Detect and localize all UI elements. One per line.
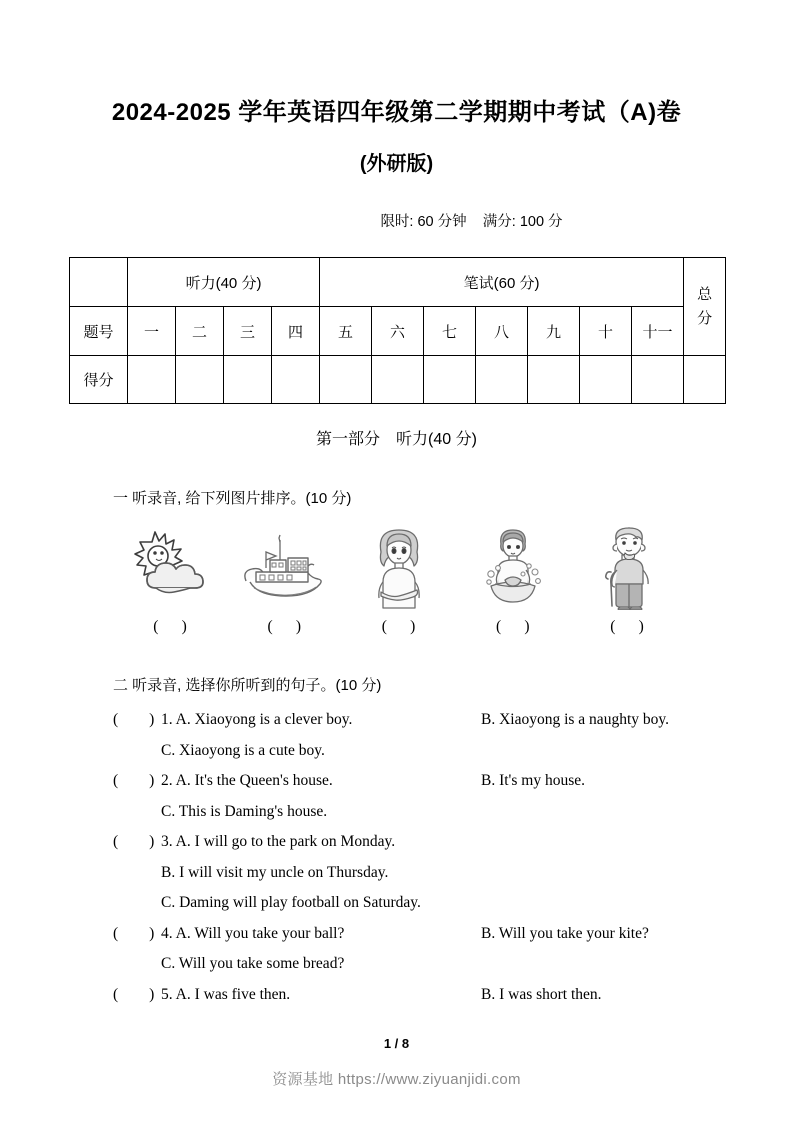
mcq-line	[0, 833, 793, 864]
mcq-option-a[interactable]	[161, 925, 481, 943]
old-man-walking-stick-icon	[579, 522, 675, 610]
mcq-item	[0, 986, 793, 1017]
order-bracket[interactable]: ( )	[381, 618, 416, 635]
mcq-option-a[interactable]	[161, 986, 481, 1004]
mcq-number: 4.	[161, 924, 173, 942]
question-number-cell: 十	[580, 307, 632, 356]
mcq-option-a-text: A. I will go to the park on Monday.	[175, 833, 396, 850]
section-two-title: 二 听录音, 选择你所听到的句子。(10 分)	[113, 677, 382, 694]
score-input-cell[interactable]	[372, 356, 424, 404]
mcq-line	[0, 955, 793, 986]
exam-limit-line: 限时: 60 分钟 满分: 100 分	[380, 214, 563, 230]
total-char-top: 总	[697, 286, 713, 304]
mcq-number: 5.	[161, 985, 173, 1003]
score-input-cell[interactable]	[424, 356, 476, 404]
mcq-option-c[interactable]: C. Xiaoyong is a cute boy.	[161, 741, 325, 759]
page-subtitle: (外研版)	[359, 153, 434, 175]
answer-bracket[interactable]: ( )	[113, 772, 155, 789]
total-char-bottom: 分	[697, 309, 713, 327]
question-number-cell: 九	[528, 307, 580, 356]
mcq-line	[0, 894, 793, 925]
picture-item	[236, 518, 332, 610]
row-label-score: 得分	[70, 356, 128, 404]
total-score-input-cell[interactable]	[684, 356, 726, 404]
mcq-item	[0, 925, 793, 986]
mcq-item	[0, 833, 793, 925]
mcq-option-b[interactable]: B. Xiaoyong is a naughty boy.	[481, 711, 669, 728]
mcq-list	[0, 711, 793, 1016]
table-row-scores	[70, 356, 726, 404]
score-table	[69, 257, 726, 404]
boat-icon	[236, 526, 332, 610]
part-heading: 第一部分 听力(40 分)	[316, 431, 477, 448]
mcq-option-c[interactable]: C. Will you take some bread?	[161, 955, 345, 972]
mcq-line	[0, 925, 793, 956]
mcq-line	[0, 864, 793, 895]
mcq-option-a[interactable]	[161, 833, 481, 851]
score-input-cell[interactable]	[580, 356, 632, 404]
mcq-number: 2.	[161, 772, 173, 789]
score-input-cell[interactable]	[176, 356, 224, 404]
mcq-line	[0, 803, 793, 834]
mcq-number: 1.	[161, 711, 173, 728]
mcq-line	[0, 711, 793, 742]
group-listening-cell: 听力(40 分)	[128, 258, 320, 307]
mcq-option-b[interactable]: B. I was short then.	[481, 985, 602, 1003]
mcq-option-b[interactable]: B. Will you take your kite?	[481, 924, 649, 942]
mcq-option-c[interactable]: C. This is Daming's house.	[161, 802, 328, 820]
group-written-cell: 笔试(60 分)	[320, 258, 684, 307]
mcq-item	[0, 711, 793, 772]
page-number: 1 / 8	[383, 1036, 410, 1051]
score-input-cell[interactable]	[528, 356, 580, 404]
question-number-cell: 六	[372, 307, 424, 356]
order-bracket[interactable]: ( )	[495, 618, 530, 635]
table-row-question-numbers	[70, 307, 726, 356]
question-number-cell: 五	[320, 307, 372, 356]
total-score-header	[684, 258, 726, 356]
order-bracket[interactable]: ( )	[153, 618, 187, 635]
mcq-option-a[interactable]	[161, 772, 481, 790]
mcq-line	[0, 772, 793, 803]
mcq-line	[0, 986, 793, 1017]
section-one-title: 一 听录音, 给下列图片排序。(10 分)	[113, 490, 352, 507]
picture-row	[0, 518, 793, 610]
picture-item	[579, 518, 675, 610]
picture-item	[465, 518, 561, 610]
mcq-option-a-text: A. Xiaoyong is a clever boy.	[175, 711, 353, 728]
score-table-container	[0, 257, 793, 404]
mcq-option-b[interactable]: B. It's my house.	[481, 772, 585, 789]
answer-bracket[interactable]: ( )	[113, 924, 155, 942]
mcq-option-a[interactable]	[161, 711, 481, 729]
title-block	[0, 98, 793, 176]
picture-bracket-row	[0, 618, 793, 636]
score-input-cell[interactable]	[272, 356, 320, 404]
mcq-item	[0, 772, 793, 833]
answer-bracket[interactable]: ( )	[113, 985, 155, 1003]
mcq-option-a-text: A. It's the Queen's house.	[175, 772, 333, 789]
table-row-groups	[70, 258, 726, 307]
answer-bracket[interactable]: ( )	[113, 711, 155, 728]
mcq-option-c[interactable]: C. Daming will play football on Saturday.	[161, 894, 421, 911]
mcq-number: 3.	[161, 833, 173, 850]
question-number-cell: 八	[476, 307, 528, 356]
question-number-cell: 二	[176, 307, 224, 356]
page-title: 2024-2025 学年英语四年级第二学期期中考试（A)卷	[111, 99, 682, 126]
score-input-cell[interactable]	[320, 356, 372, 404]
cell-empty-corner	[70, 258, 128, 307]
question-number-cell: 七	[424, 307, 476, 356]
boy-washing-clothes-icon	[465, 522, 561, 610]
question-number-cell: 十一	[632, 307, 684, 356]
watermark: 资源基地 https://www.ziyuanjidi.com	[272, 1071, 521, 1088]
mcq-option-b[interactable]: B. I will visit my uncle on Thursday.	[161, 863, 389, 881]
question-number-cell: 三	[224, 307, 272, 356]
picture-item	[122, 518, 218, 610]
question-number-cell: 一	[128, 307, 176, 356]
order-bracket[interactable]: ( )	[610, 618, 644, 635]
girl-arms-crossed-icon	[351, 522, 447, 610]
order-bracket[interactable]: ( )	[267, 618, 302, 635]
score-input-cell[interactable]	[224, 356, 272, 404]
score-input-cell[interactable]	[632, 356, 684, 404]
score-input-cell[interactable]	[128, 356, 176, 404]
mcq-option-a-text: A. Will you take your ball?	[175, 924, 345, 942]
question-number-cell: 四	[272, 307, 320, 356]
mcq-option-a-text: A. I was five then.	[175, 985, 291, 1003]
score-input-cell[interactable]	[476, 356, 528, 404]
sun-behind-cloud-icon	[122, 526, 218, 610]
row-label-question-number: 题号	[70, 307, 128, 356]
mcq-line	[0, 742, 793, 773]
picture-item	[351, 518, 447, 610]
answer-bracket[interactable]: ( )	[113, 833, 155, 850]
